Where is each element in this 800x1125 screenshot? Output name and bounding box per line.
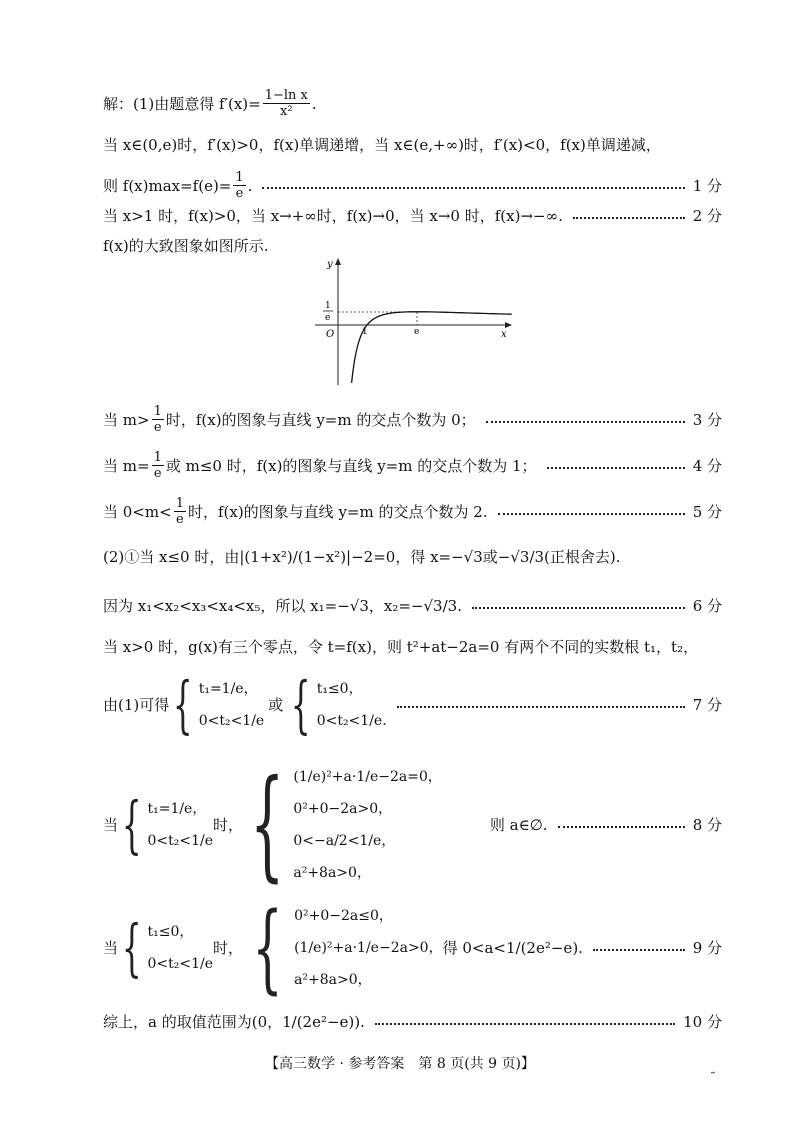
corner-mark: ˷ [710, 1060, 716, 1074]
line-14: 当 { t₁≤0， 0<t₂<1/e 时， { 0²+0−2a≤0， (1/e)²+a·1/e−2a>0， a²+8a>0， 得 0<a<1/(2e²−e). 9 分 [103, 891, 722, 1004]
line-12: 由(1)可得 { t₁=1/e， 0<t₂<1/e 或 { t₁≤0， 0<t₂<1/e. 7 分 [103, 668, 722, 741]
brace-icon: { [291, 668, 311, 741]
fraction: $\frac{1}{e}$ [153, 404, 162, 435]
dot-leader [593, 949, 685, 951]
fraction: $\frac{1}{e}$ [153, 450, 162, 481]
score-label: 5 分 [692, 502, 722, 521]
page-footer: 【高三数学 · 参考答案 第 8 页(共 9 页)】 [265, 1056, 535, 1072]
dot-leader [397, 706, 685, 708]
line-6: 当 m> $\frac{1}{e}$ 时，f(x)的图象与直线 y=m 的交点个数为 0； 3 分 [103, 404, 722, 435]
line-15: 综上，a 的取值范围为(0，1/(2e²−e)). 10 分 [103, 1013, 722, 1031]
system-6: { 0²+0−2a≤0， (1/e)²+a·1/e−2a>0， a²+8a>0， [252, 891, 443, 1004]
score-label: 8 分 [692, 816, 722, 834]
fraction: $\frac{1}{e}$ [175, 496, 184, 527]
line-9: (2)①当 x≤0 时，由|(1+x²)/(1−x²)|−2=0，得 x=−√3或−√3/3(正根舍去). [103, 548, 621, 566]
score-label: 4 分 [692, 456, 722, 475]
line-13: 当 { t₁=1/e， 0<t₂<1/e 时， { (1/e)²+a·1/e−2a=0， 0²+0−2a>0， 0<−a/2<1/e， a²+8a>0， 则 a∈∅. 8 分 [103, 755, 722, 894]
line-7: 当 m= $\frac{1}{e}$ 或 m≤0 时，f(x)的图象与直线 y=m 的交点个数为 1； 4 分 [103, 450, 722, 481]
system-5: { t₁≤0， 0<t₂<1/e [121, 910, 213, 984]
dot-leader [573, 217, 685, 219]
tick-e: e [414, 327, 420, 337]
brace-icon: { [252, 891, 283, 1004]
system-4: { (1/e)²+a·1/e−2a=0， 0²+0−2a>0， 0<−a/2<1/e， a²+8a>0， [249, 755, 442, 894]
dot-leader [375, 1023, 675, 1025]
system-1: { t₁=1/e， 0<t₂<1/e [173, 668, 265, 741]
dot-leader [558, 826, 685, 828]
dot-leader [486, 421, 685, 423]
fraction: $\frac{1}{e}$ [235, 170, 244, 201]
y-tick-den: e [325, 313, 331, 323]
line-8: 当 0<m< $\frac{1}{e}$ 时，f(x)的图象与直线 y=m 的交点个数为 2. 5 分 [103, 496, 722, 527]
dot-leader [498, 513, 685, 515]
system-3: { t₁=1/e， 0<t₂<1/e [121, 788, 213, 861]
line-11: 当 x>0 时，g(x)有三个零点，令 t=f(x)，则 t²+at−2a=0 有两个不同的实数根 t₁，t₂， [103, 638, 699, 656]
score-label: 1 分 [692, 176, 722, 195]
line-1: 解：(1)由题意得 f′(x)= $\frac{\text{1−ln x}}{\text{x²}}$ . [103, 88, 317, 119]
dot-leader [547, 467, 685, 469]
dot-leader [262, 187, 684, 189]
score-label: 10 分 [683, 1013, 722, 1031]
line-3: 则 f(x)max=f(e)= $\frac{1}{e}$ . 1 分 [103, 170, 722, 201]
dot-leader [472, 607, 685, 609]
score-label: 7 分 [692, 696, 722, 714]
x-axis-arrow-icon [505, 322, 512, 328]
function-graph [305, 255, 525, 390]
tick-one: 1 [362, 327, 368, 337]
brace-icon: { [173, 668, 193, 741]
brace-icon: { [121, 788, 142, 861]
function-curve [352, 312, 512, 383]
line-4: 当 x>1 时，f(x)>0，当 x→+∞时，f(x)→0，当 x→0 时，f(x)→−∞. 2 分 [103, 207, 722, 225]
score-label: 2 分 [692, 207, 722, 225]
line-2: 当 x∈(0,e)时，f′(x)>0，f(x)单调递增，当 x∈(e,+∞)时，f′(x)<0，f(x)单调递减， [103, 136, 661, 154]
score-label: 6 分 [692, 597, 722, 615]
line-5: f(x)的大致图象如图所示. [103, 237, 269, 255]
y-axis-arrow-icon [335, 258, 341, 265]
score-label: 9 分 [692, 938, 722, 957]
origin-label: O [326, 329, 335, 340]
score-label: 3 分 [692, 410, 722, 429]
fraction: $\frac{\text{1−ln x}}{\text{x²}}$ [264, 88, 308, 119]
system-2: { t₁≤0， 0<t₂<1/e. [291, 668, 387, 741]
x-axis-label: x [501, 329, 507, 340]
line-10: 因为 x₁<x₂<x₃<x₄<x₅，所以 x₁=−√3，x₂=−√3/3. 6 分 [103, 597, 722, 615]
y-axis-label: y [327, 259, 333, 270]
y-tick-num: 1 [325, 301, 331, 311]
brace-icon: { [249, 755, 285, 894]
brace-icon: { [121, 910, 142, 984]
